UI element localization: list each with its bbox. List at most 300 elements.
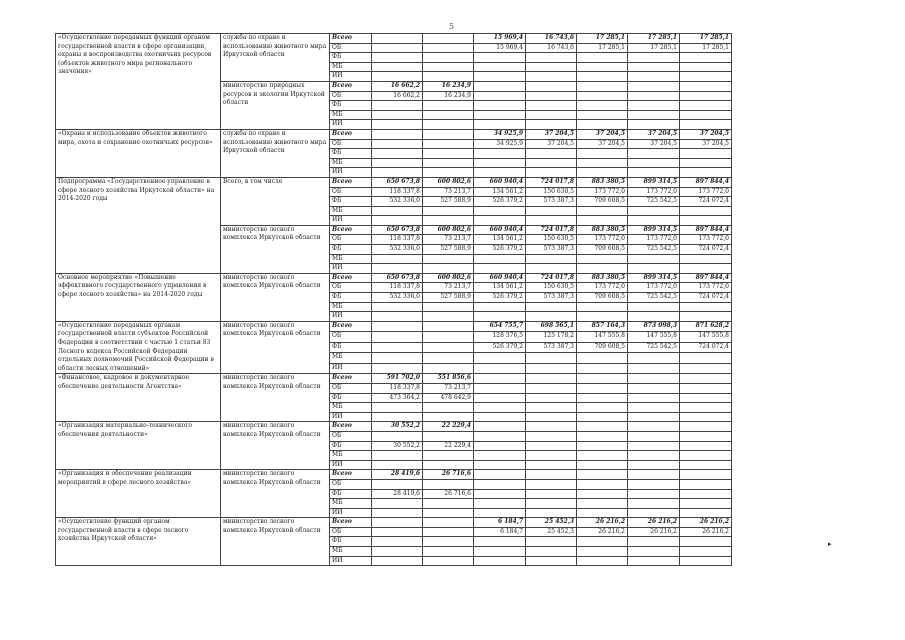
year-value-cell bbox=[372, 518, 423, 528]
funding-source: ФБ bbox=[330, 489, 372, 499]
year-value-cell: 22 229,4 bbox=[423, 441, 474, 451]
year-value-cell: 526 379,2 bbox=[474, 245, 526, 255]
executor-name: министерство лесного комплекса Иркутской области bbox=[221, 273, 330, 321]
year-value-cell bbox=[680, 312, 732, 322]
year-value-cell bbox=[423, 62, 474, 72]
year-value-cell bbox=[474, 62, 526, 72]
year-value-cell bbox=[474, 120, 526, 130]
year-value-cell: 527 588,9 bbox=[423, 293, 474, 303]
year-value-cell bbox=[628, 374, 680, 384]
year-value-cell bbox=[474, 537, 526, 547]
year-value-cell bbox=[526, 53, 577, 63]
year-value-cell: 650 673,8 bbox=[372, 177, 423, 187]
year-value-cell bbox=[526, 460, 577, 470]
year-value-cell bbox=[423, 499, 474, 509]
year-value-cell bbox=[372, 321, 423, 332]
year-value-cell bbox=[577, 168, 628, 178]
year-value-cell bbox=[526, 412, 577, 422]
year-value-cell: 650 673,8 bbox=[372, 273, 423, 283]
year-value-cell: 883 380,5 bbox=[577, 225, 628, 235]
year-value-cell bbox=[577, 508, 628, 518]
year-value-cell: 724 072,4 bbox=[680, 342, 732, 353]
year-value-cell bbox=[372, 34, 423, 44]
year-value-cell bbox=[474, 422, 526, 432]
funding-source: Всего bbox=[330, 177, 372, 187]
executor-name: министерство лесного комплекса Иркутской области bbox=[221, 225, 330, 273]
measure-name: «Финансовое, кадровое и документарное обеспечение деятельности Агентства» bbox=[56, 374, 221, 422]
executor-name: министерство лесного комплекса Иркутской области bbox=[221, 374, 330, 422]
year-value-cell bbox=[372, 312, 423, 322]
funding-source: ИИ bbox=[330, 168, 372, 178]
year-value-cell: 37 204,5 bbox=[680, 139, 732, 149]
year-value-cell bbox=[577, 403, 628, 413]
year-value-cell bbox=[372, 72, 423, 82]
year-value-cell bbox=[526, 363, 577, 374]
year-value-cell bbox=[423, 537, 474, 547]
year-value-cell bbox=[577, 393, 628, 403]
year-value-cell bbox=[680, 62, 732, 72]
year-value-cell bbox=[628, 556, 680, 566]
year-value-cell bbox=[423, 158, 474, 168]
year-value-cell bbox=[474, 547, 526, 557]
year-value-cell bbox=[628, 168, 680, 178]
year-value-cell: 173 772,0 bbox=[577, 187, 628, 197]
year-value-cell bbox=[526, 353, 577, 364]
year-value-cell: 725 542,5 bbox=[628, 342, 680, 353]
year-value-cell: 526 379,2 bbox=[474, 197, 526, 207]
year-value-cell bbox=[423, 508, 474, 518]
year-value-cell bbox=[423, 264, 474, 274]
year-value-cell: 173 772,0 bbox=[577, 235, 628, 245]
funding-source: МБ bbox=[330, 403, 372, 413]
year-value-cell bbox=[526, 556, 577, 566]
funding-source: ФБ bbox=[330, 53, 372, 63]
year-value-cell bbox=[423, 518, 474, 528]
year-value-cell bbox=[423, 139, 474, 149]
year-value-cell bbox=[680, 264, 732, 274]
year-value-cell bbox=[423, 547, 474, 557]
year-value-cell bbox=[628, 479, 680, 489]
year-value-cell bbox=[628, 422, 680, 432]
year-value-cell: 724 017,8 bbox=[526, 273, 577, 283]
year-value-cell: 573 387,3 bbox=[526, 342, 577, 353]
year-value-cell bbox=[423, 254, 474, 264]
year-value-cell bbox=[474, 508, 526, 518]
year-value-cell bbox=[474, 302, 526, 312]
year-value-cell bbox=[577, 72, 628, 82]
year-value-cell: 600 802,6 bbox=[423, 273, 474, 283]
year-value-cell bbox=[628, 412, 680, 422]
executor-name: министерство лесного комплекса Иркутской области bbox=[221, 321, 330, 374]
year-value-cell: 17 285,1 bbox=[628, 34, 680, 44]
funding-source: ИИ bbox=[330, 460, 372, 470]
year-value-cell bbox=[474, 264, 526, 274]
year-value-cell bbox=[526, 101, 577, 111]
year-value-cell bbox=[577, 254, 628, 264]
year-value-cell bbox=[628, 206, 680, 216]
year-value-cell bbox=[526, 312, 577, 322]
funding-source: ФБ bbox=[330, 342, 372, 353]
year-value-cell: 709 608,5 bbox=[577, 342, 628, 353]
year-value-cell bbox=[372, 216, 423, 226]
year-value-cell: 899 314,5 bbox=[628, 225, 680, 235]
year-value-cell bbox=[423, 451, 474, 461]
year-value-cell: 709 608,5 bbox=[577, 245, 628, 255]
year-value-cell: 660 940,4 bbox=[474, 225, 526, 235]
year-value-cell bbox=[577, 537, 628, 547]
funding-source: МБ bbox=[330, 254, 372, 264]
year-value-cell bbox=[526, 254, 577, 264]
year-value-cell bbox=[577, 412, 628, 422]
year-value-cell bbox=[372, 363, 423, 374]
year-value-cell bbox=[577, 216, 628, 226]
year-value-cell bbox=[423, 216, 474, 226]
funding-source: ОБ bbox=[330, 479, 372, 489]
year-value-cell bbox=[372, 403, 423, 413]
year-value-cell bbox=[680, 422, 732, 432]
year-value-cell: 660 940,4 bbox=[474, 177, 526, 187]
table-row bbox=[56, 34, 784, 44]
year-value-cell: 15 969,4 bbox=[474, 43, 526, 53]
year-value-cell: 26 216,2 bbox=[577, 518, 628, 528]
year-value-cell bbox=[526, 91, 577, 101]
funding-source: ФБ bbox=[330, 197, 372, 207]
year-value-cell: 118 337,8 bbox=[372, 235, 423, 245]
funding-source: Всего bbox=[330, 470, 372, 480]
year-value-cell bbox=[372, 508, 423, 518]
year-value-cell bbox=[628, 120, 680, 130]
year-value-cell bbox=[372, 264, 423, 274]
year-value-cell: 16 234,9 bbox=[423, 91, 474, 101]
year-value-cell: 16 743,6 bbox=[526, 34, 577, 44]
year-value-cell bbox=[577, 110, 628, 120]
year-value-cell: 73 213,7 bbox=[423, 283, 474, 293]
year-value-cell bbox=[526, 508, 577, 518]
funding-source: ИИ bbox=[330, 412, 372, 422]
table-row bbox=[56, 374, 784, 384]
year-value-cell bbox=[577, 499, 628, 509]
year-value-cell bbox=[628, 149, 680, 159]
year-value-cell bbox=[372, 149, 423, 159]
year-value-cell bbox=[423, 342, 474, 353]
table-row bbox=[56, 129, 784, 139]
year-value-cell bbox=[372, 451, 423, 461]
funding-source: МБ bbox=[330, 547, 372, 557]
year-value-cell bbox=[526, 489, 577, 499]
funding-source: ОБ bbox=[330, 332, 372, 343]
year-value-cell bbox=[474, 110, 526, 120]
year-value-cell bbox=[628, 489, 680, 499]
year-value-cell: 6 184,7 bbox=[474, 518, 526, 528]
year-value-cell bbox=[526, 470, 577, 480]
year-value-cell bbox=[474, 216, 526, 226]
year-value-cell: 150 630,5 bbox=[526, 235, 577, 245]
funding-source: ИИ bbox=[330, 72, 372, 82]
funding-source: Всего bbox=[330, 81, 372, 91]
year-value-cell bbox=[526, 547, 577, 557]
year-value-cell bbox=[474, 81, 526, 91]
year-value-cell bbox=[680, 363, 732, 374]
year-value-cell bbox=[577, 312, 628, 322]
year-value-cell bbox=[526, 120, 577, 130]
year-value-cell: 897 844,4 bbox=[680, 273, 732, 283]
year-value-cell: 532 336,0 bbox=[372, 245, 423, 255]
year-value-cell bbox=[474, 158, 526, 168]
year-value-cell: 724 072,4 bbox=[680, 245, 732, 255]
year-value-cell bbox=[577, 489, 628, 499]
year-value-cell bbox=[526, 206, 577, 216]
year-value-cell: 871 628,2 bbox=[680, 321, 732, 332]
year-value-cell bbox=[577, 451, 628, 461]
funding-source: ФБ bbox=[330, 101, 372, 111]
measure-name: «Охрана и использование объектов животного мира, охота и сохранение охотничьих ресурсов» bbox=[56, 129, 221, 177]
year-value-cell bbox=[423, 72, 474, 82]
year-value-cell: 37 204,5 bbox=[628, 139, 680, 149]
year-value-cell bbox=[680, 499, 732, 509]
year-value-cell: 118 337,8 bbox=[372, 187, 423, 197]
year-value-cell: 725 542,5 bbox=[628, 197, 680, 207]
year-value-cell bbox=[628, 431, 680, 441]
year-value-cell bbox=[628, 62, 680, 72]
funding-source: ОБ bbox=[330, 527, 372, 537]
year-value-cell bbox=[474, 412, 526, 422]
year-value-cell: 128 376,5 bbox=[474, 332, 526, 343]
measure-name: «Осуществление переданных органам государственной власти субъектов Российской Федерации в соответствии с частью 1 статьи 83 Лесного кодекса Российской Федерации отдельных полномочий Российской Федерации в области лесных отношений» bbox=[56, 321, 221, 374]
year-value-cell bbox=[628, 441, 680, 451]
year-value-cell bbox=[423, 302, 474, 312]
year-value-cell: 660 940,4 bbox=[474, 273, 526, 283]
year-value-cell: 26 216,2 bbox=[628, 527, 680, 537]
executor-name: Всего, в том числе bbox=[221, 177, 330, 225]
measure-name: «Осуществление переданных функций органом государственной власти в сфере организации, охраны и воспроизводства охотничьих ресурсов (объектов животного мира регионального значения» bbox=[56, 34, 221, 130]
year-value-cell: 30 552,2 bbox=[372, 422, 423, 432]
year-value-cell: 37 204,5 bbox=[577, 129, 628, 139]
year-value-cell bbox=[474, 168, 526, 178]
year-value-cell bbox=[680, 353, 732, 364]
funding-source: ФБ bbox=[330, 245, 372, 255]
year-value-cell bbox=[474, 441, 526, 451]
year-value-cell bbox=[372, 129, 423, 139]
year-value-cell bbox=[372, 431, 423, 441]
funding-source: Всего bbox=[330, 422, 372, 432]
year-value-cell: 724 017,8 bbox=[526, 225, 577, 235]
year-value-cell bbox=[372, 254, 423, 264]
year-value-cell bbox=[372, 101, 423, 111]
year-value-cell bbox=[474, 403, 526, 413]
year-value-cell bbox=[680, 537, 732, 547]
year-value-cell: 600 802,6 bbox=[423, 225, 474, 235]
year-value-cell bbox=[423, 403, 474, 413]
year-value-cell: 118 337,8 bbox=[372, 283, 423, 293]
year-value-cell: 724 072,4 bbox=[680, 197, 732, 207]
year-value-cell bbox=[628, 403, 680, 413]
year-value-cell: 478 642,9 bbox=[423, 393, 474, 403]
year-value-cell bbox=[680, 441, 732, 451]
year-value-cell bbox=[474, 206, 526, 216]
year-value-cell: 37 204,5 bbox=[628, 129, 680, 139]
year-value-cell bbox=[680, 556, 732, 566]
year-value-cell: 551 856,6 bbox=[423, 374, 474, 384]
table-row bbox=[56, 422, 784, 432]
year-value-cell bbox=[628, 353, 680, 364]
year-value-cell bbox=[577, 158, 628, 168]
year-value-cell: 573 387,3 bbox=[526, 293, 577, 303]
year-value-cell bbox=[577, 479, 628, 489]
year-value-cell bbox=[372, 556, 423, 566]
year-value-cell: 125 178,2 bbox=[526, 332, 577, 343]
funding-source: ОБ bbox=[330, 139, 372, 149]
year-value-cell bbox=[526, 403, 577, 413]
funding-source: Всего bbox=[330, 34, 372, 44]
funding-source: ИИ bbox=[330, 508, 372, 518]
year-value-cell bbox=[628, 508, 680, 518]
year-value-cell bbox=[628, 110, 680, 120]
year-value-cell bbox=[474, 393, 526, 403]
year-value-cell bbox=[628, 470, 680, 480]
year-value-cell bbox=[526, 302, 577, 312]
year-value-cell bbox=[577, 470, 628, 480]
funding-source: ОБ bbox=[330, 383, 372, 393]
year-value-cell bbox=[680, 547, 732, 557]
year-value-cell: 147 555,8 bbox=[628, 332, 680, 343]
margin-mark: ▸ bbox=[828, 540, 832, 548]
year-value-cell bbox=[577, 363, 628, 374]
year-value-cell bbox=[423, 332, 474, 343]
year-value-cell bbox=[628, 254, 680, 264]
year-value-cell bbox=[372, 302, 423, 312]
year-value-cell bbox=[577, 556, 628, 566]
year-value-cell bbox=[474, 312, 526, 322]
year-value-cell: 37 204,5 bbox=[577, 139, 628, 149]
funding-source: МБ bbox=[330, 158, 372, 168]
year-value-cell bbox=[372, 158, 423, 168]
year-value-cell: 709 608,5 bbox=[577, 197, 628, 207]
year-value-cell bbox=[680, 101, 732, 111]
executor-name: министерство лесного комплекса Иркутской области bbox=[221, 422, 330, 470]
year-value-cell bbox=[423, 120, 474, 130]
year-value-cell bbox=[372, 537, 423, 547]
year-value-cell bbox=[628, 264, 680, 274]
funding-source: Всего bbox=[330, 129, 372, 139]
year-value-cell bbox=[577, 264, 628, 274]
year-value-cell bbox=[628, 547, 680, 557]
year-value-cell: 173 772,0 bbox=[577, 283, 628, 293]
year-value-cell bbox=[680, 508, 732, 518]
year-value-cell bbox=[680, 216, 732, 226]
year-value-cell: 134 561,2 bbox=[474, 283, 526, 293]
year-value-cell: 6 184,7 bbox=[474, 527, 526, 537]
year-value-cell bbox=[628, 499, 680, 509]
funding-source: ОБ bbox=[330, 235, 372, 245]
year-value-cell bbox=[474, 499, 526, 509]
executor-name: министерство природных ресурсов и экологии Иркутской области bbox=[221, 81, 330, 129]
year-value-cell bbox=[628, 451, 680, 461]
year-value-cell bbox=[474, 556, 526, 566]
year-value-cell: 173 772,0 bbox=[628, 235, 680, 245]
year-value-cell bbox=[577, 302, 628, 312]
year-value-cell bbox=[474, 254, 526, 264]
year-value-cell: 16 234,9 bbox=[423, 81, 474, 91]
year-value-cell bbox=[423, 412, 474, 422]
year-value-cell bbox=[372, 120, 423, 130]
year-value-cell bbox=[628, 312, 680, 322]
funding-source: МБ bbox=[330, 451, 372, 461]
year-value-cell: 147 555,8 bbox=[680, 332, 732, 343]
funding-source: ОБ bbox=[330, 43, 372, 53]
year-value-cell bbox=[628, 158, 680, 168]
table-row bbox=[56, 273, 784, 283]
year-value-cell bbox=[628, 101, 680, 111]
year-value-cell: 17 285,1 bbox=[680, 43, 732, 53]
funding-source: МБ bbox=[330, 206, 372, 216]
year-value-cell: 173 772,0 bbox=[680, 283, 732, 293]
year-value-cell: 527 588,9 bbox=[423, 197, 474, 207]
page-number: 5 bbox=[449, 22, 455, 31]
year-value-cell bbox=[628, 302, 680, 312]
year-value-cell bbox=[628, 460, 680, 470]
year-value-cell: 73 213,7 bbox=[423, 235, 474, 245]
year-value-cell: 147 555,8 bbox=[577, 332, 628, 343]
measure-name: «Организация материально-технического обеспечения деятельности» bbox=[56, 422, 221, 470]
year-value-cell bbox=[577, 547, 628, 557]
funding-source: МБ bbox=[330, 353, 372, 364]
year-value-cell: 883 380,5 bbox=[577, 177, 628, 187]
year-value-cell: 650 673,8 bbox=[372, 225, 423, 235]
executor-name: служба по охране и использованию животного мира Иркутской области bbox=[221, 129, 330, 177]
funding-source: ИИ bbox=[330, 312, 372, 322]
year-value-cell bbox=[680, 489, 732, 499]
year-value-cell bbox=[423, 353, 474, 364]
year-value-cell: 17 285,1 bbox=[577, 34, 628, 44]
year-value-cell bbox=[474, 72, 526, 82]
year-value-cell: 897 844,4 bbox=[680, 225, 732, 235]
table-row bbox=[56, 321, 784, 332]
year-value-cell: 26 216,2 bbox=[680, 518, 732, 528]
year-value-cell bbox=[526, 62, 577, 72]
year-value-cell: 573 387,3 bbox=[526, 197, 577, 207]
year-value-cell bbox=[423, 206, 474, 216]
year-value-cell bbox=[577, 206, 628, 216]
year-value-cell: 573 387,3 bbox=[526, 245, 577, 255]
year-value-cell bbox=[577, 120, 628, 130]
funding-source: ФБ bbox=[330, 441, 372, 451]
year-value-cell bbox=[526, 499, 577, 509]
funding-source: ФБ bbox=[330, 149, 372, 159]
funding-source: ИИ bbox=[330, 264, 372, 274]
year-value-cell bbox=[628, 537, 680, 547]
year-value-cell bbox=[628, 72, 680, 82]
year-value-cell: 37 204,5 bbox=[526, 129, 577, 139]
funding-source: Всего bbox=[330, 225, 372, 235]
year-value-cell bbox=[474, 470, 526, 480]
year-value-cell bbox=[474, 374, 526, 384]
year-value-cell: 73 213,7 bbox=[423, 187, 474, 197]
year-value-cell: 28 419,6 bbox=[372, 489, 423, 499]
year-value-cell: 150 630,5 bbox=[526, 283, 577, 293]
measure-name: «Организация и обеспечение реализации мероприятий в сфере лесного хозяйства» bbox=[56, 470, 221, 518]
year-value-cell bbox=[526, 72, 577, 82]
year-value-cell bbox=[680, 383, 732, 393]
funding-source: МБ bbox=[330, 62, 372, 72]
year-value-cell bbox=[474, 101, 526, 111]
year-value-cell bbox=[680, 254, 732, 264]
year-value-cell: 600 802,6 bbox=[423, 177, 474, 187]
funding-source: Всего bbox=[330, 374, 372, 384]
funding-source: ОБ bbox=[330, 283, 372, 293]
year-value-cell: 527 588,9 bbox=[423, 245, 474, 255]
year-value-cell: 173 772,0 bbox=[680, 187, 732, 197]
funding-source: ИИ bbox=[330, 363, 372, 374]
